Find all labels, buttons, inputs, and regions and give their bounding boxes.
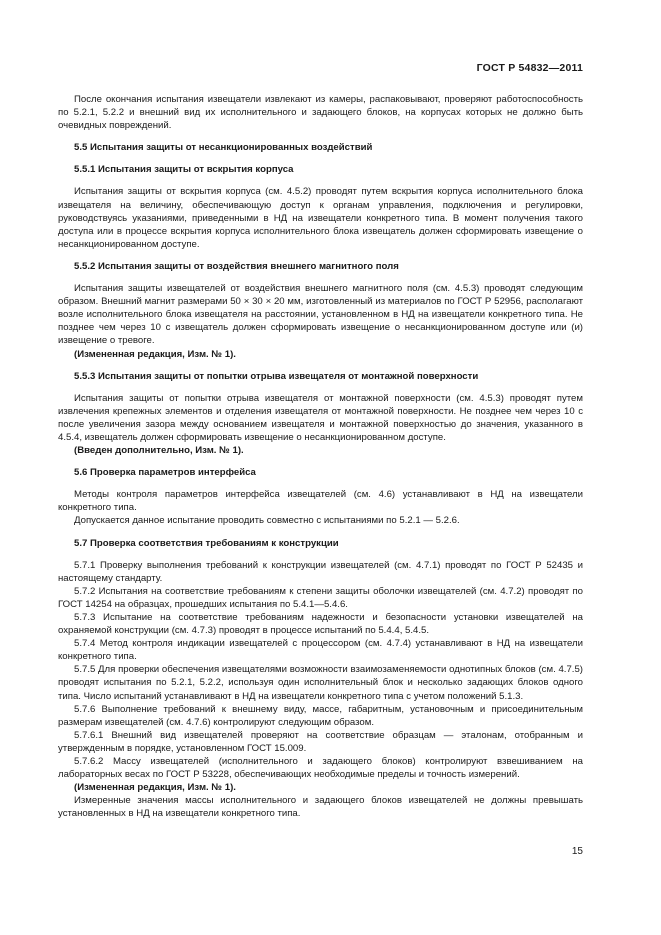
paragraph: 5.7.2 Испытания на соответствие требованиям к степени защиты оболочки извещателей (см. 4.7.2) проводят по ГОСТ 14254 на образцах, прошедших испытания по 5.4.1—5.4.6.: [58, 585, 583, 610]
paragraph: Допускается данное испытание проводить совместно с испытаниями по 5.2.1 — 5.2.6.: [74, 515, 460, 527]
paragraph: 5.7.4 Метод контроля индикации извещателей с процессором (см. 4.7.4) устанавливают в НД на извещатели конкретного типа.: [58, 638, 583, 663]
section-heading-5-5-1: 5.5.1 Испытания защиты от вскрытия корпуса: [74, 164, 294, 176]
section-heading-5-5-2: 5.5.2 Испытания защиты от воздействия внешнего магнитного поля: [74, 260, 399, 272]
paragraph: Испытания защиты извещателей от воздействия внешнего магнитного поля (см. 4.5.3) проводят следующим образом. Внешний магнит размерами 50 × 30 × 20 мм, изготовленный из материалов по ГОСТ Р 52956, располагают возле исполнительного блока извещателя на расстоянии, установленном в НД на извещатели конкретного типа. Не позднее чем через 10 с извещатель должен сформировать извещение о несанкционированном доступе или (и) извещение о тревоге.: [58, 283, 583, 347]
paragraph: 5.7.6.2 Массу извещателей (исполнительного и задающего блоков) контролируют взвешиванием на лабораторных весах по ГОСТ Р 53228, обеспечивающих необходимые пределы и точность измерений.: [58, 756, 583, 781]
page-number: 15: [571, 846, 583, 857]
paragraph: Испытания защиты от попытки отрыва извещателя от монтажной поверхности (см. 4.5.3) проводят путем извлечения крепежных элементов и отделения извещателя от монтажной поверхности. Не позднее чем через 10 с после увеличения зазора между основанием извещателя и монтажной поверхностью до значения, указанного в 4.5.4, извещатель должен сформировать извещение о несанкционированном доступе.: [58, 392, 583, 443]
amendment-note: (Введен дополнительно, Изм. № 1).: [74, 445, 244, 457]
section-heading-5-7: 5.7 Проверка соответствия требованиям к конструкции: [74, 537, 339, 549]
section-heading-5-5: 5.5 Испытания защиты от несанкционированных воздействий: [74, 142, 373, 154]
paragraph: Методы контроля параметров интерфейса извещателей (см. 4.6) устанавливают в НД на извещатели конкретного типа.: [58, 489, 583, 514]
amendment-note: (Измененная редакция, Изм. № 1).: [74, 348, 236, 360]
paragraph: Измеренные значения массы исполнительного и задающего блоков извещателей не должны превышать установленных в НД на извещатели конкретного типа.: [58, 795, 583, 820]
paragraph: 5.7.3 Испытание на соответствие требованиям надежности и безопасности установки извещателей на охраняемой конструкции (см. 4.7.3) проводят в процессе испытаний по 5.4.4, 5.4.5.: [58, 612, 583, 637]
amendment-note: (Измененная редакция, Изм. № 1).: [74, 782, 236, 794]
document-header: ГОСТ Р 54832—2011: [476, 62, 583, 74]
paragraph: 5.7.1 Проверку выполнения требований к конструкции извещателей (см. 4.7.1) проводят по ГОСТ Р 52435 и настоящему стандарту.: [58, 559, 583, 584]
paragraph: Испытания защиты от вскрытия корпуса (см. 4.5.2) проводят путем вскрытия корпуса исполнительного блока извещателя на величину, обеспечивающую доступ к органам управления, подключения и регулировки, руководствуясь указаниями, приведенными в НД на извещатели конкретного типа. В момент получения такого доступа или в процессе вскрытия корпуса исполнительного блока извещатель должен сформировать извещение о несанкционированном доступе.: [58, 186, 583, 250]
paragraph: 5.7.6.1 Внешний вид извещателей проверяют на соответствие образцам — эталонам, отобранным и утвержденным в порядке, установленном ГОСТ 15.009.: [58, 729, 583, 754]
paragraph: 5.7.5 Для проверки обеспечения извещателями возможности взаимозаменяемости однотипных блоков (см. 4.7.5) проводят испытания по 5.2.1, 5.2.2, используя один исполнительный блок и несколько задающих блоков одного типа. Число испытаний устанавливают в НД на извещатели конкретного типа с учетом положений 5.1.3.: [58, 664, 583, 702]
paragraph: После окончания испытания извещатели извлекают из камеры, распаковывают, проверяют работоспособность по 5.2.1, 5.2.2 и внешний вид их исполнительного и задающего блоков, на корпусах которых не должно быть очевидных повреждений.: [58, 94, 583, 132]
section-heading-5-5-3: 5.5.3 Испытания защиты от попытки отрыва извещателя от монтажной поверхности: [74, 370, 479, 382]
section-heading-5-6: 5.6 Проверка параметров интерфейса: [74, 467, 256, 479]
paragraph: 5.7.6 Выполнение требований к внешнему виду, массе, габаритным, установочным и присоединительным размерам извещателей (см. 4.7.6) контролируют следующим образом.: [58, 703, 583, 728]
document-body: [58, 93, 583, 821]
